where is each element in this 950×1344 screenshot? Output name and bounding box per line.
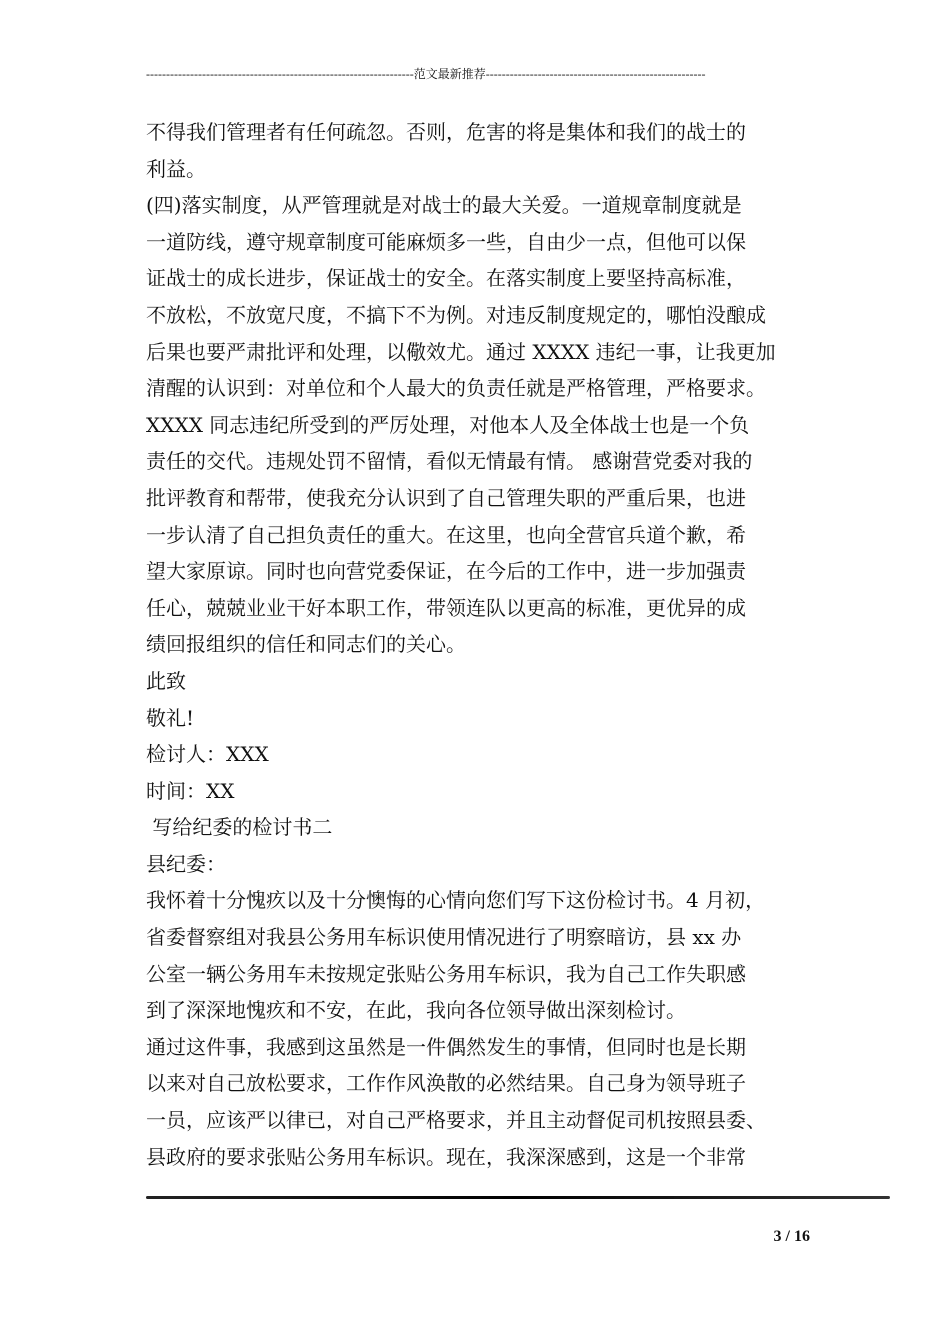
text-line: 望大家原谅。同时也向营党委保证，在今后的工作中，进一步加强责 — [146, 559, 746, 584]
text-line: 不得我们管理者有任何疏忽。否则，危害的将是集体和我们的战士的 — [146, 120, 746, 144]
text-line: 后果也要严肃批评和处理，以儆效尤。通过 XXXX 违纪一事，让我更加 — [146, 339, 776, 364]
closing-salutation: 此致 — [146, 668, 186, 693]
text-line: 责任的交代。违规处罚不留情，看似无情最有情。 感谢营党委对我的 — [146, 449, 753, 474]
text-line: 到了深深地愧疚和不安，在此，我向各位领导做出深刻检讨。 — [146, 998, 686, 1023]
text-line: 绩回报组织的信任和同志们的关心。 — [146, 632, 466, 657]
text-line: 省委督察组对我县公务用车标识使用情况进行了明察暗访，县 xx 办 — [146, 925, 742, 950]
text-line: 利益。 — [146, 156, 206, 181]
document-body — [146, 114, 818, 1175]
text-line: 不放松，不放宽尺度，不搞下不为例。对违反制度规定的，哪怕没酿成 — [146, 302, 766, 327]
text-line: (四)落实制度，从严管理就是对战士的最大关爱。一道规章制度就是 — [146, 193, 742, 218]
text-line: 以来对自己放松要求，工作作风涣散的必然结果。自己身为领导班子 — [146, 1071, 746, 1096]
addressee-line: 县纪委： — [146, 851, 226, 876]
date-line: 时间：XX — [146, 778, 235, 803]
page-header: -------------------------------------------------------------------范文最新推荐------------------------------------------------------- — [146, 67, 706, 81]
section-title: 写给纪委的检讨书二 — [146, 815, 333, 840]
author-line: 检讨人：XXX — [146, 742, 269, 767]
text-line: 通过这件事，我感到这虽然是一件偶然发生的事情，但同时也是长期 — [146, 1034, 746, 1059]
text-line: 我怀着十分愧疚以及十分懊悔的心情向您们写下这份检讨书。4 月初， — [146, 888, 766, 913]
text-line: 公室一辆公务用车未按规定张贴公务用车标识，我为自己工作失职感 — [146, 961, 746, 986]
text-line: 县政府的要求张贴公务用车标识。现在，我深深感到，这是一个非常 — [146, 1144, 746, 1169]
page-number: 3 / 16 — [773, 1228, 810, 1245]
text-line: 一员，应该严以律已，对自己严格要求，并且主动督促司机按照县委、 — [146, 1108, 766, 1133]
text-line: 清醒的认识到：对单位和个人最大的负责任就是严格管理，严格要求。 — [146, 376, 766, 401]
text-line: 一道防线，遵守规章制度可能麻烦多一些，自由少一点，但他可以保 — [146, 229, 746, 254]
text-line: 批评教育和帮带，使我充分认识到了自己管理失职的严重后果，也进 — [146, 485, 746, 510]
text-line: XXXX 同志违纪所受到的严厉处理，对他本人及全体战士也是一个负 — [146, 412, 750, 437]
text-line: 证战士的成长进步，保证战士的安全。在落实制度上要坚持高标准， — [146, 266, 746, 291]
text-line: 任心，兢兢业业干好本职工作，带领连队以更高的标准，更优异的成 — [146, 595, 746, 620]
text-line: 一步认清了自己担负责任的重大。在这里，也向全营官兵道个歉，希 — [146, 522, 746, 547]
closing-regards: 敬礼! — [146, 705, 195, 730]
footer-divider — [146, 1196, 890, 1199]
